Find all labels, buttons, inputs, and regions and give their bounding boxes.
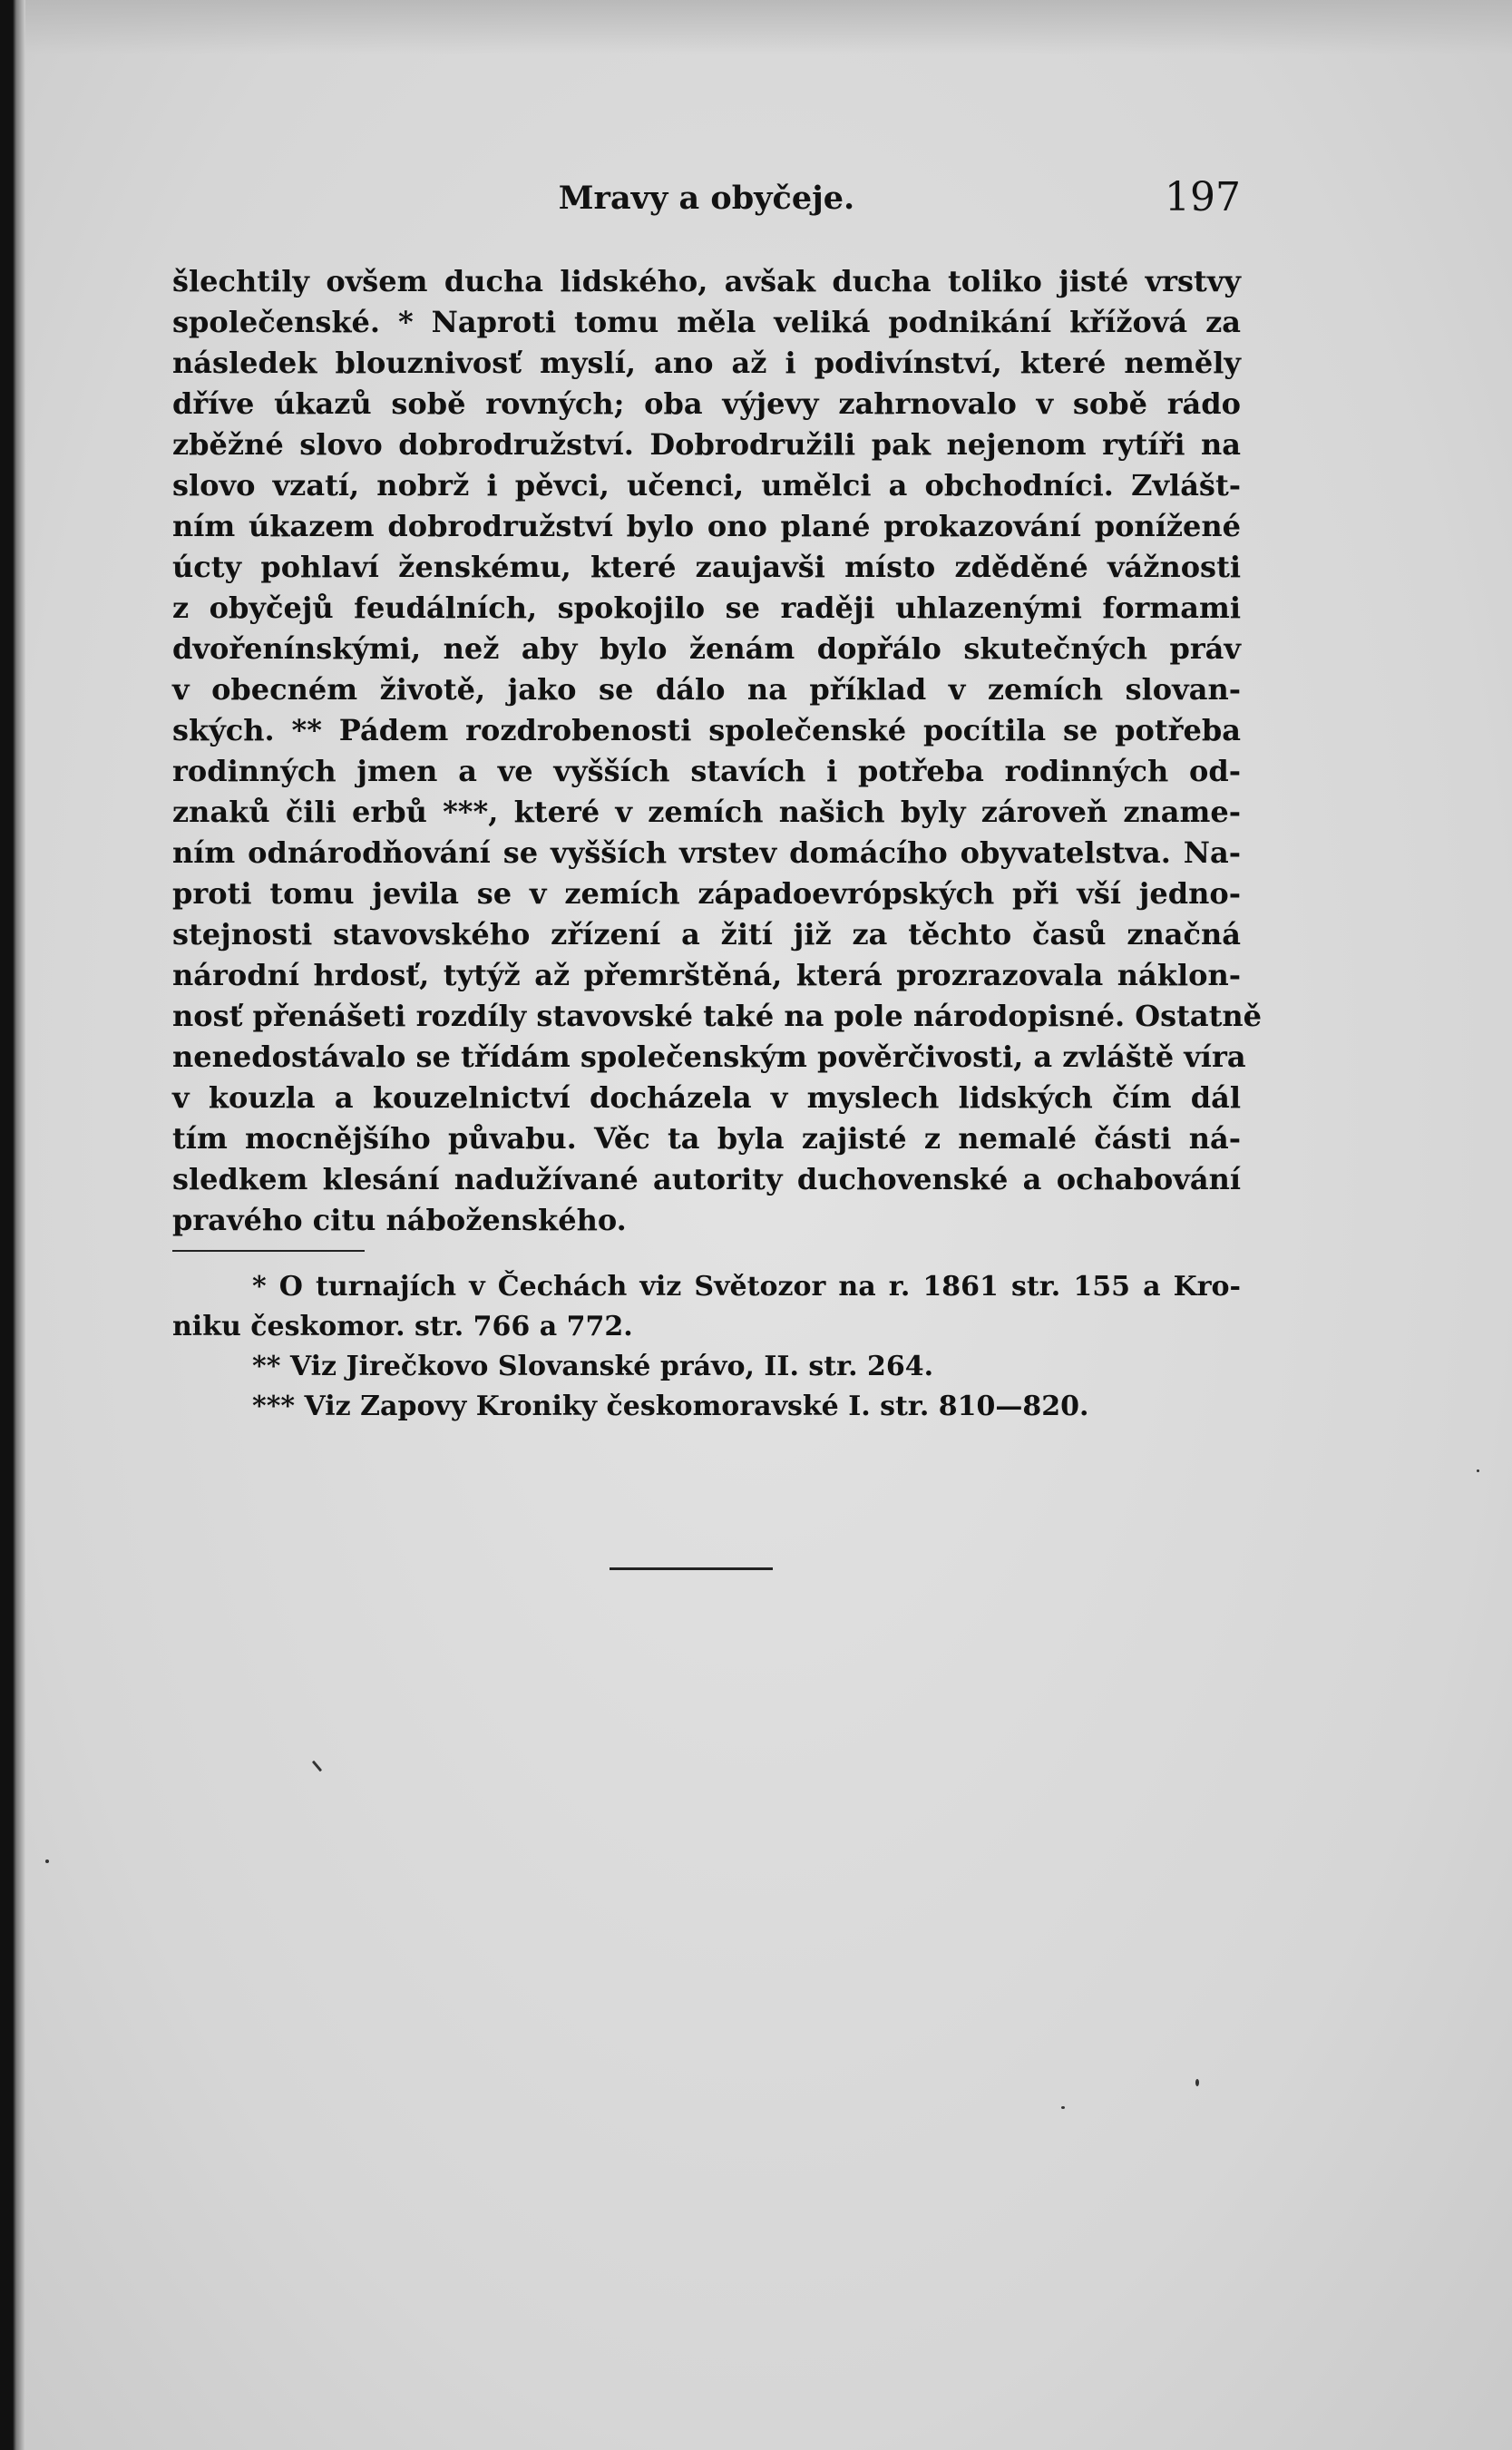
text-line: rodinných jmen a ve vyšších stavích i potřeba rodinných od- bbox=[172, 754, 1241, 788]
footnotes bbox=[172, 1267, 1241, 1427]
scan-speck bbox=[1195, 2079, 1199, 2086]
text-line: šlechtily ovšem ducha lidského, avšak ducha toliko jisté vrstvy bbox=[172, 264, 1241, 298]
text-line: následek blouznivosť myslí, ano až i podivínství, které neměly bbox=[172, 346, 1241, 380]
text-line: nenedostávalo se třídám společenským pověrčivosti, a zvláště víra bbox=[172, 1040, 1246, 1074]
scan-speck bbox=[1061, 2106, 1065, 2109]
text-line: nosť přenášeti rozdíly stavovské také na pole národopisné. Ostatně bbox=[172, 999, 1263, 1033]
running-title: Mravy a obyčeje. bbox=[558, 180, 855, 217]
text-line: proti tomu jevila se v zemích západoevrópských při vší jedno- bbox=[172, 876, 1241, 911]
text-line: ním úkazem dobrodružství bylo ono plané prokazování ponížené bbox=[172, 509, 1241, 543]
text-line: znaků čili erbů ***, které v zemích našich byly zároveň znamе- bbox=[172, 795, 1241, 829]
text-line: společenské. * Naproti tomu měla veliká podnikání křížová za bbox=[172, 305, 1241, 339]
text-line: stejnosti stavovského zřízení a žití již za těchto časů značná bbox=[172, 917, 1241, 952]
text-line: sledkem klesání nadužívané autority duchovenské a ochabování bbox=[172, 1162, 1241, 1196]
text-line: ním odnárodňování se vyšších vrstev domácího obyvatelstva. Na- bbox=[172, 835, 1241, 870]
scan-speck bbox=[45, 1859, 49, 1863]
footnote-2: ** Viz Jirečkovo Slovanské právo, II. str. 264. bbox=[252, 1351, 934, 1382]
text-line: v kouzla a kouzelnictví docházela v myslech lidských čím dál bbox=[172, 1080, 1241, 1115]
page-header bbox=[172, 174, 1241, 227]
text-line: dvořenínskými, než aby bylo ženám dopřálo skutečných práv bbox=[172, 631, 1241, 666]
footnote-3: *** Viz Zapovy Kroniky českomoravské I. str. 810—820. bbox=[252, 1391, 1089, 1422]
body-text bbox=[172, 261, 1263, 1241]
end-rule bbox=[610, 1567, 773, 1570]
footnote-1-continuation: niku českomor. str. 766 a 772. bbox=[172, 1311, 633, 1342]
page-left-edge bbox=[0, 0, 25, 2450]
text-line: národní hrdosť, tytýž až přemrštěná, která prozrazovala náklon- bbox=[172, 958, 1241, 992]
text-line: slovo vzatí, nobrž i pěvci, učenci, umělci a obchodníci. Zvlášt- bbox=[172, 468, 1241, 503]
footnote-1: * O turnajích v Čechách viz Světozor na r. 1861 str. 155 a Kro- bbox=[252, 1271, 1241, 1303]
text-line: dříve úkazů sobě rovných; oba výjevy zahrnovalo v sobě rádo bbox=[172, 386, 1241, 421]
text-line: tím mocnějšího půvabu. Věc ta byla zajisté z nemalé části ná- bbox=[172, 1121, 1241, 1156]
text-line: úcty pohlaví ženskému, které zaujavši místo zděděné vážnosti bbox=[172, 550, 1241, 584]
page-top-shadow bbox=[0, 0, 1512, 54]
text-line: ských. ** Pádem rozdrobenosti společenské pocítila se potřeba bbox=[172, 713, 1241, 747]
text-line: z obyčejů feudálních, spokojilo se raději uhlazenými formami bbox=[172, 591, 1241, 625]
text-line: v obecném životě, jako se dálo na příklad v zemích slovan- bbox=[172, 672, 1241, 707]
scan-speck bbox=[1477, 1469, 1479, 1472]
footnote-separator bbox=[172, 1250, 365, 1252]
text-line: pravého citu náboženského. bbox=[172, 1203, 627, 1237]
text-line: zběžné slovo dobrodružství. Dobrodružili pak nejenom rytíři na bbox=[172, 427, 1241, 462]
page-number: 197 bbox=[1165, 174, 1241, 220]
